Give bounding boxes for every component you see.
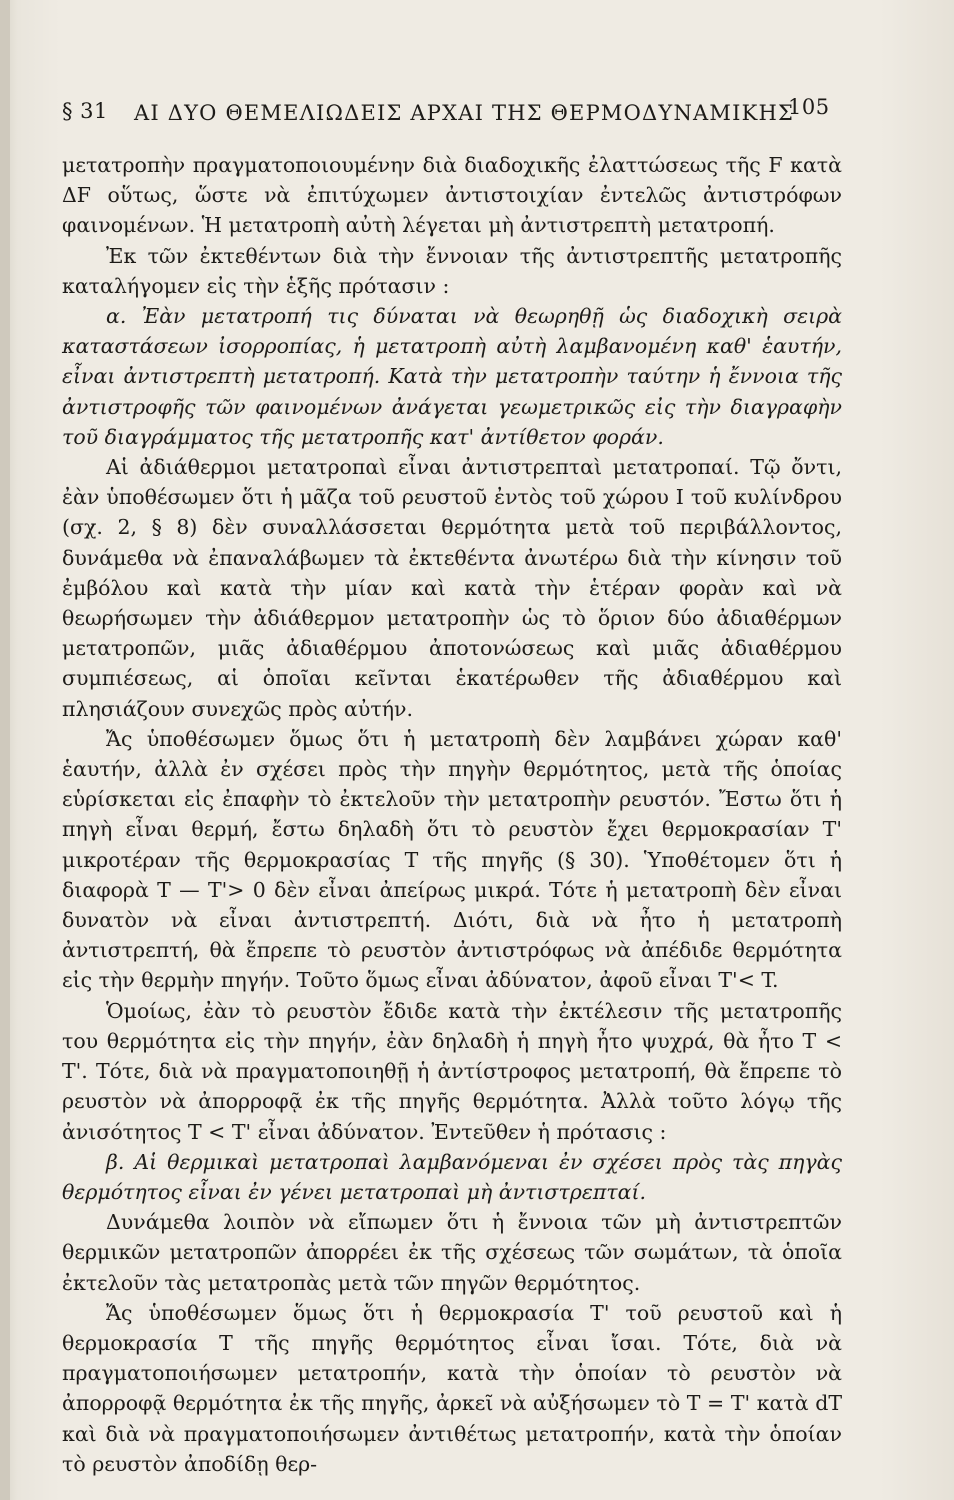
proposition-alpha: α. Ἐὰν μετατροπή τις δύναται νὰ θεωρηθῇ ὡς διαδοχικὴ σειρὰ καταστάσεων ἰσορροπίας, ἡ μετατροπὴ αὐτὴ λαμβανομένη καθ' ἑαυτήν, εἶναι ἀντιστρεπτὴ μετατροπή. Κατὰ τὴν μετατροπὴν ταύτην ἡ ἔννοια τῆς ἀντιστροφῆς τῶν φαινομένων ἀνάγεται γεωμετρικῶς εἰς τὴν διαγραφὴν τοῦ διαγράμματος τῆς μετατροπῆς κατ' ἀντίθετον φοράν. (62, 304, 842, 449)
page-number: 105 (788, 95, 830, 119)
paragraph: Αἱ ἀδιάθερμοι μετατροπαὶ εἶναι ἀντιστρεπταὶ μετατροπαί. Τῷ ὄντι, ἐὰν ὑποθέσωμεν ὅτι ἡ μᾶζα τοῦ ρευστοῦ ἐντὸς τοῦ χώρου I τοῦ κυλίνδρου (σχ. 2, § 8) δὲν συναλλάσσεται θερμότητα μετὰ τοῦ περιβάλλοντος, δυνάμεθα νὰ ἐπαναλάβωμεν τὰ ἐκτεθέντα ἀνωτέρω διὰ τὴν κίνησιν τοῦ ἐμβόλου καὶ κατὰ τὴν μίαν καὶ κατὰ τὴν ἑτέραν φορὰν καὶ νὰ θεωρήσωμεν τὴν ἀδιάθερμον μετατροπὴν ὡς τὸ ὅριον δύο ἀδιαθέρμων μετατροπῶν, μιᾶς ἀδιαθέρμου ἀποτονώσεως καὶ μιᾶς ἀδιαθέρμου συμπιέσεως, αἱ ὁποῖαι κεῖνται ἑκατέρωθεν τῆς ἀδιαθέρμου καὶ πλησιάζουν συνεχῶς πρὸς αὐτήν. (62, 455, 842, 721)
paragraph: Ἐκ τῶν ἐκτεθέντων διὰ τὴν ἔννοιαν τῆς ἀντιστρεπτῆς μετατροπῆς καταλήγομεν εἰς τὴν ἑξῆς πρότασιν : (62, 243, 842, 298)
proposition-beta: β. Αἱ θερμικαὶ μετατροπαὶ λαμβανόμεναι ἐν σχέσει πρὸς τὰς πηγὰς θερμότητος εἶναι ἐν γένει μετατροπαὶ μὴ ἀντιστρεπταί. (62, 1149, 842, 1204)
section-number: § 31 (62, 99, 108, 123)
paragraph: Ὁμοίως, ἐὰν τὸ ρευστὸν ἔδιδε κατὰ τὴν ἐκτέλεσιν τῆς μετατροπῆς του θερμότητα εἰς τὴν πηγήν, ἐὰν δηλαδὴ ἡ πηγὴ ἦτο ψυχρά, θὰ ἦτο T < T'. Τότε, διὰ νὰ πραγματοποιηθῇ ἡ ἀντίστροφος μετατροπή, θὰ ἔπρεπε τὸ ρευστὸν νὰ ἀπορροφᾷ ἐκ τῆς πηγῆς θερμότητα. Ἀλλὰ τοῦτο λόγῳ τῆς ἀνισότητος T < T' εἶναι ἀδύνατον. Ἐντεῦθεν ἡ πρότασις : (62, 998, 842, 1144)
paragraph: Δυνάμεθα λοιπὸν νὰ εἴπωμεν ὅτι ἡ ἔννοια τῶν μὴ ἀντιστρεπτῶν θερμικῶν μετατροπῶν ἀπορρέει ἐκ τῆς σχέσεως τῶν σωμάτων, τὰ ὁποῖα ἐκτελοῦν τὰς μετατροπὰς μετὰ τῶν πηγῶν θερμότητος. (62, 1210, 842, 1295)
paragraph: Ἄς ὑποθέσωμεν ὅμως ὅτι ἡ θερμοκρασία T' τοῦ ρευστοῦ καὶ ἡ θερμοκρασία T τῆς πηγῆς θερμότητος εἶναι ἴσαι. Τότε, διὰ νὰ πραγματοποιήσωμεν μετατροπήν, κατὰ τὴν ὁποίαν τὸ ρευστὸν νὰ ἀπορροφᾷ θερμότητα ἐκ τῆς πηγῆς, ἀρκεῖ νὰ αὐξήσωμεν τὸ T = T' κατὰ dT καὶ διὰ νὰ πραγματοποιήσωμεν ἀντιθέτως μετατροπήν, κατὰ τὴν ὁποίαν τὸ ρευστὸν ἀποδίδῃ θερ- (62, 1300, 842, 1476)
paragraph: μετατροπὴν πραγματοποιουμένην διὰ διαδοχικῆς ἐλαττώσεως τῆς F κατὰ ΔF οὕτως, ὥστε νὰ ἐπιτύχωμεν ἀντιστοιχίαν ἐντελῶς ἀντιστρόφων φαινομένων. Ἡ μετατροπὴ αὐτὴ λέγεται μὴ ἀντιστρεπτὴ μετατροπή. (62, 153, 842, 238)
chapter-title: ΑΙ ΔΥΟ ΘΕΜΕΛΙΩΔΕΙΣ ΑΡΧΑΙ ΤΗΣ ΘΕΡΜΟΔΥΝΑΜΙΚΗΣ (134, 101, 795, 125)
paragraph: Ἄς ὑποθέσωμεν ὅμως ὅτι ἡ μετατροπὴ δὲν λαμβάνει χώραν καθ' ἑαυτήν, ἀλλὰ ἐν σχέσει πρὸς τὴν πηγὴν θερμότητος, μετὰ τῆς ὁποίας εὑρίσκεται εἰς ἐπαφὴν τὸ ἐκτελοῦν τὴν μετατροπὴν ρευστόν. Ἔστω ὅτι ἡ πηγὴ εἶναι θερμή, ἔστω δηλαδὴ ὅτι τὸ ρευστὸν ἔχει θερμοκρασίαν T' μικροτέραν τῆς θερμοκρασίας T τῆς πηγῆς (§ 30). Ὑποθέτομεν ὅτι ἡ διαφορὰ T — T'> 0 δὲν εἶναι ἀπείρως μικρά. Τότε ἡ μετατροπὴ δὲν εἶναι δυνατὸν νὰ εἶναι ἀντιστρεπτή. Διότι, διὰ νὰ ἦτο ἡ μετατροπὴ ἀντιστρεπτή, θὰ ἔπρεπε τὸ ρευστὸν ἀντιστρόφως νὰ ἀπέδιδε θερμότητα εἰς τὴν θερμὴν πηγήν. Τοῦτο ὅμως εἶναι ἀδύνατον, ἀφοῦ εἶναι T'< T. (62, 726, 842, 993)
running-header (62, 95, 862, 129)
page-gutter (0, 0, 10, 1500)
page-body (62, 150, 842, 1479)
